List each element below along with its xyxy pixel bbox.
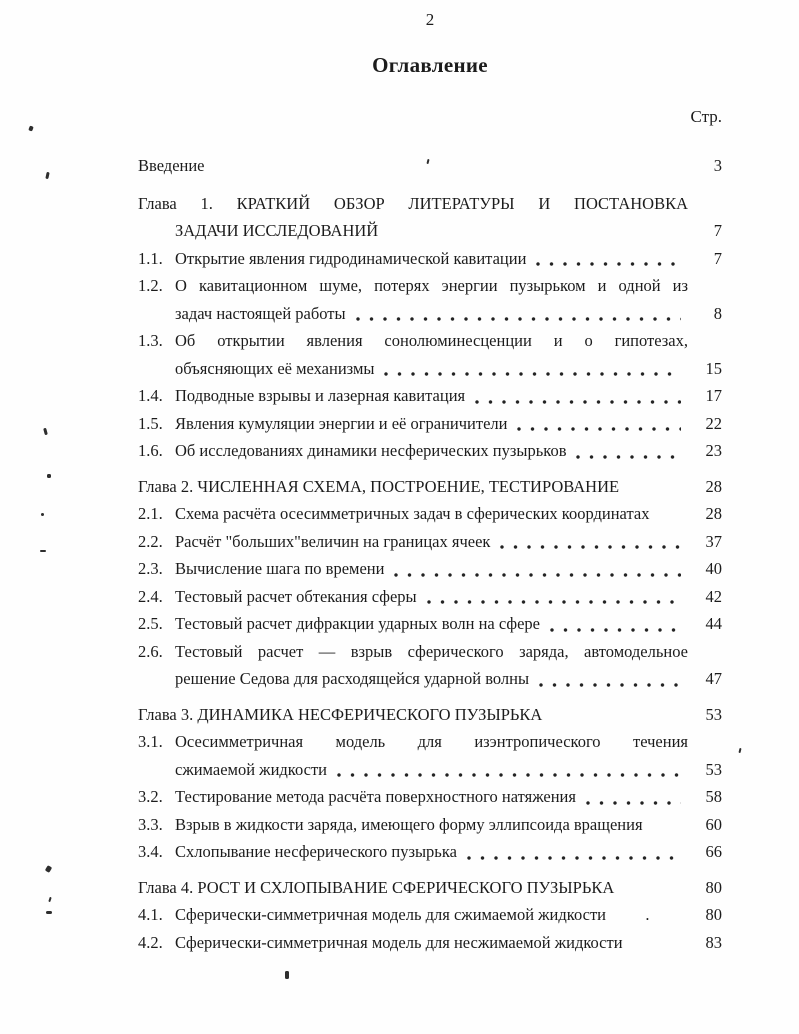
row-number: 2.6. (138, 641, 163, 661)
row-number (138, 300, 175, 328)
scan-speck (40, 550, 46, 552)
row-page: 53 (705, 704, 722, 724)
toc-row (138, 555, 722, 583)
toc-row (138, 638, 722, 666)
row-number: 1.2. (138, 276, 163, 295)
toc-row (138, 382, 722, 410)
dot-leader (548, 610, 681, 638)
row-page: 83 (705, 932, 722, 952)
toc-row (138, 811, 722, 839)
toc-row (138, 610, 722, 638)
row-number (138, 217, 175, 245)
scan-speck (41, 513, 44, 516)
row-number: 3.4. (138, 842, 163, 861)
scan-speck (45, 865, 52, 873)
dot-leader (657, 500, 681, 528)
row-number: 1.6. (138, 441, 163, 460)
row-text: ЗАДАЧИ ИССЛЕДОВАНИЙ (175, 221, 379, 240)
row-page: 7 (713, 248, 722, 268)
toc-row (138, 217, 722, 245)
toc-row (138, 701, 722, 729)
row-page: 3 (713, 156, 722, 175)
row-page: 15 (705, 358, 722, 378)
toc-row (138, 929, 722, 957)
toc-row (138, 528, 722, 556)
row-page: 7 (713, 221, 722, 240)
dot-leader (473, 382, 681, 410)
page-column-header: Стр. (690, 107, 722, 126)
row-text: Глава 3. ДИНАМИКА НЕСФЕРИЧЕСКОГО ПУЗЫРЬКА (138, 704, 543, 724)
dot-leader (651, 811, 681, 839)
row-number (138, 756, 175, 784)
row-number: 3.3. (138, 814, 163, 834)
dot-leader (574, 437, 681, 465)
toc-row (138, 245, 722, 273)
dot-leader (382, 355, 681, 383)
scan-speck (47, 474, 51, 478)
row-page: 80 (705, 877, 722, 897)
row-text: Сферически-симметричная модель для сжимаемой жидкости (175, 905, 606, 924)
toc-row (138, 783, 722, 811)
dot-leader (498, 528, 681, 556)
toc-row (138, 437, 722, 465)
row-page: 40 (705, 559, 722, 578)
scan-speck (285, 971, 289, 979)
row-text: Тестовый расчет обтекания сферы (175, 586, 417, 606)
row-page: 44 (705, 614, 722, 633)
row-page: 28 (705, 476, 722, 496)
dot-leader (335, 756, 681, 784)
dot-leader (534, 245, 681, 273)
row-text: Явления кумуляции энергии и её ограничители (175, 413, 508, 433)
row-page: 60 (705, 814, 722, 834)
row-page (688, 190, 722, 218)
row-number: 2.1. (138, 504, 163, 523)
row-page: 28 (705, 504, 722, 523)
scan-speck (43, 428, 48, 436)
row-text: Тестовый расчет дифракции ударных волн на сфере (175, 614, 540, 633)
row-number: 1.3. (138, 331, 163, 350)
row-text: Сферически-симметричная модель для несжимаемой жидкости (175, 932, 623, 952)
toc-row (138, 583, 722, 611)
row-number (138, 665, 175, 693)
row-text: Глава 4. РОСТ И СХЛОПЫВАНИЕ СФЕРИЧЕСКОГО ПУЗЫРЬКА (138, 877, 615, 897)
dot-leader: . (645, 905, 650, 924)
row-page: 42 (705, 586, 722, 606)
scan-speck (28, 125, 33, 131)
dot-leader (515, 410, 681, 438)
toc-row (138, 665, 722, 693)
row-number: 3.1. (138, 732, 163, 751)
scan-speck (48, 897, 51, 902)
row-number: 1.1. (138, 248, 163, 268)
row-page (688, 327, 722, 355)
dot-leader (627, 473, 681, 501)
row-text: объясняющих её механизмы (175, 358, 375, 378)
toc-row (138, 473, 722, 501)
row-text: Открытие явления гидродинамической кавитации (175, 248, 527, 268)
dot-leader (631, 929, 681, 957)
toc-row (138, 874, 722, 902)
scan-speck (46, 911, 52, 914)
toc-row (138, 500, 722, 528)
row-number: 1.5. (138, 413, 163, 433)
row-text: Вычисление шага по времени (175, 559, 385, 578)
row-page: 37 (705, 531, 722, 551)
row-page: 8 (713, 303, 722, 323)
row-number: 2.5. (138, 614, 163, 633)
toc-row (138, 300, 722, 328)
row-text: задач настоящей работы (175, 303, 346, 323)
page-title: Оглавление (372, 53, 488, 77)
row-number: 2.4. (138, 586, 163, 606)
row-page (688, 272, 722, 300)
row-page: 58 (705, 787, 722, 806)
row-text: Взрыв в жидкости заряда, имеющего форму эллипсоида вращения (175, 814, 643, 834)
row-text: Глава 1. КРАТКИЙ ОБЗОР ЛИТЕРАТУРЫ И ПОСТАНОВКА (138, 193, 688, 213)
row-page: 17 (705, 386, 722, 405)
row-number: 4.2. (138, 932, 163, 952)
toc-row (138, 272, 722, 300)
row-text: Тестирование метода расчёта поверхностного натяжения (175, 787, 576, 806)
toc-row (138, 756, 722, 784)
row-number (138, 355, 175, 383)
dot-leader (465, 838, 681, 866)
row-text: сжимаемой жидкости (175, 759, 328, 779)
scan-speck (738, 748, 741, 753)
toc-row (138, 901, 722, 929)
dot-leader (550, 701, 681, 729)
dot-leader (213, 152, 681, 180)
row-text: решение Седова для расходящейся ударной волны (175, 669, 530, 688)
toc-row (138, 838, 722, 866)
toc-row (138, 152, 722, 180)
row-page: 66 (705, 842, 722, 861)
row-page: 53 (705, 759, 722, 779)
row-text: Схлопывание несферического пузырька (175, 842, 457, 861)
row-text: Подводные взрывы и лазерная кавитация (175, 386, 466, 405)
row-page: 22 (705, 413, 722, 433)
row-number: 2.3. (138, 559, 163, 578)
dot-leader (622, 874, 681, 902)
toc-row (138, 355, 722, 383)
row-number: 3.2. (138, 787, 163, 806)
toc-list (138, 152, 722, 956)
row-page: 23 (705, 441, 722, 460)
dot-leader (537, 665, 681, 693)
dot-leader (354, 300, 681, 328)
row-page (688, 728, 722, 756)
toc-row (138, 327, 722, 355)
row-text: Введение (138, 156, 205, 175)
dot-leader (584, 783, 681, 811)
dot-leader (392, 555, 681, 583)
row-text: Глава 2. ЧИСЛЕННАЯ СХЕМА, ПОСТРОЕНИЕ, ТЕСТИРОВАНИЕ (138, 476, 620, 496)
row-page (688, 638, 722, 666)
row-number: 1.4. (138, 386, 163, 405)
toc-row (138, 728, 722, 756)
scan-speck (45, 172, 49, 179)
page-number: 2 (425, 10, 435, 29)
toc-row (138, 190, 722, 218)
dot-leader (386, 217, 681, 245)
row-text: Об исследованиях динамики несферических пузырьков (175, 441, 567, 460)
row-text: Тестовый расчет — взрыв сферического заряда, автомодельное (175, 641, 688, 661)
row-text: Расчёт "больших"величин на границах ячеек (175, 531, 491, 551)
row-page: 47 (705, 669, 722, 688)
row-text: Схема расчёта осесимметричных задач в сферических координатах (175, 504, 650, 523)
row-text: Осесимметричная модель для изэнтропического течения (175, 732, 688, 751)
row-text: О кавитационном шуме, потерях энергии пузырьком и одной из (175, 276, 688, 295)
row-number: 4.1. (138, 905, 163, 924)
row-number: 2.2. (138, 531, 163, 551)
row-page: 80 (705, 905, 722, 924)
row-text: Об открытии явления сонолюминесценции и о гипотезах, (175, 331, 688, 350)
dot-leader (425, 583, 681, 611)
toc-row (138, 410, 722, 438)
